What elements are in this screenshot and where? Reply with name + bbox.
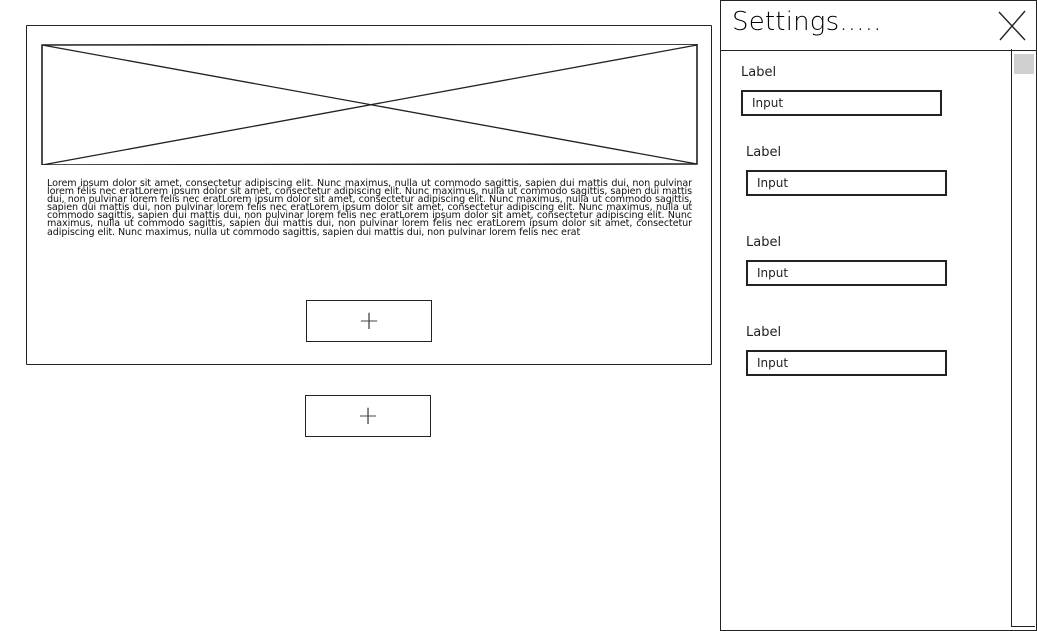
settings-scrollbar[interactable] xyxy=(1011,49,1035,627)
field-label-1: Label xyxy=(741,65,777,80)
settings-header xyxy=(721,1,1036,51)
field-label-2: Label xyxy=(746,145,782,160)
field-input-4[interactable]: Input xyxy=(746,350,947,376)
add-button-inner[interactable] xyxy=(306,300,432,342)
field-input-2[interactable]: Input xyxy=(746,170,947,196)
field-input-3[interactable]: Input xyxy=(746,260,947,286)
body-text: Lorem ipsum dolor sit amet, consectetur adipiscing elit. Nunc maximus, nulla ut commodo sagittis, sapien dui mattis dui, non pulvinar lorem felis nec eratLorem ipsum dolor sit amet, consectetur adipiscing elit. Nunc maximus, nulla ut commodo sagittis, sapien dui mattis dui, non pulvinar lorem felis nec eratLorem ipsum dolor sit amet, consectetur adipiscing elit. Nunc maximus, nulla ut commodo sagittis, sapien dui mattis dui, non pulvinar lorem felis nec eratLorem ipsum dolor sit amet, consectetur adipiscing elit. Nunc maximus, nulla ut commodo sagittis, sapien dui mattis dui, non pulvinar lorem felis nec eratLorem ipsum dolor sit amet, consectetur adipiscing elit. Nunc maximus, nulla ut commodo sagittis, sapien dui mattis dui, non pulvinar lorem felis nec eratLorem ipsum dolor sit amet, consectetur adipiscing elit. Nunc maximus, nulla ut commodo sagittis, sapien dui mattis dui, non pulvinar lorem felis nec erat xyxy=(47,178,692,238)
plus-icon: + xyxy=(357,401,379,431)
close-x-icon xyxy=(997,10,1027,42)
settings-title: Settings..... xyxy=(732,7,882,37)
field-label-3: Label xyxy=(746,235,782,250)
field-input-1[interactable]: Input xyxy=(741,90,942,116)
add-button-outer[interactable] xyxy=(305,395,431,437)
plus-icon: + xyxy=(358,306,380,336)
close-button[interactable] xyxy=(997,10,1027,42)
image-placeholder xyxy=(41,44,698,165)
image-placeholder-icon xyxy=(41,44,698,165)
field-label-4: Label xyxy=(746,325,782,340)
scrollbar-thumb[interactable] xyxy=(1014,54,1034,74)
settings-panel xyxy=(720,0,1037,631)
content-card xyxy=(26,25,712,365)
